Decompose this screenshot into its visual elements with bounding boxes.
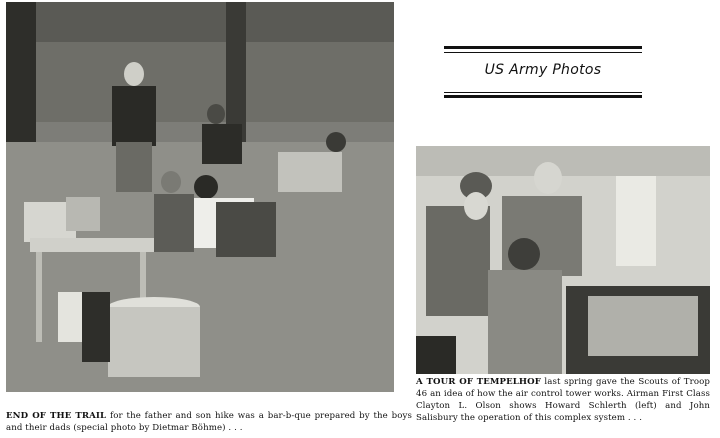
credit-rule-bottom [444,95,642,98]
caption-barbecue-body: for the father and son hike was a bar-b-que prepared by the boys and their dads (special photo by Dietmar Böhme) . . . [6,411,412,433]
credit-rule-top [444,46,642,49]
credit-rule-top-thin [444,52,642,53]
caption-tower-body: last spring gave the Scouts of Troop 46 an idea of how the air control tower works. Airman First Class Clayton L. Olson shows Howard Schlerth (left) and John Salisbury the operation of this complex system . . . [416,377,710,423]
barbecue-photo [6,2,394,392]
caption-tower-lead: A TOUR OF TEMPELHOF [416,377,541,387]
caption-barbecue [6,410,412,434]
control-tower-photo [416,146,710,374]
credit-rule-bottom-thin [444,92,642,93]
caption-tower [416,376,710,424]
caption-barbecue-lead: END OF THE TRAIL [6,411,107,421]
photo-credit: US Army Photos [484,62,602,78]
photo-credit-box [444,44,642,102]
